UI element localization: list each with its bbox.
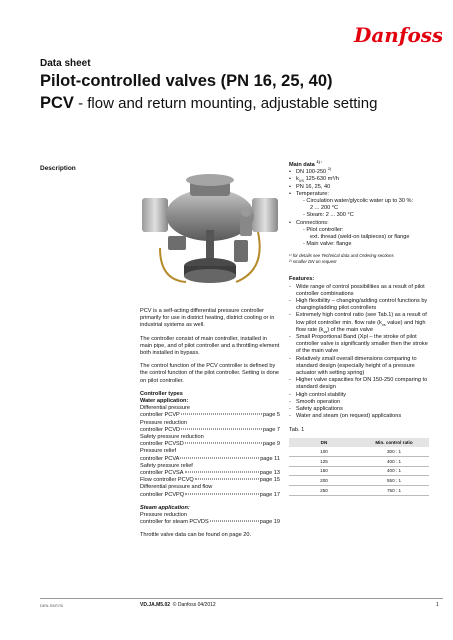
description-column [140,308,280,546]
toc-page-ref: page 13 [259,470,280,477]
toc-entry [140,427,280,434]
toc-page-ref: page 7 [262,426,280,433]
main-data-item: • Connections: - Pilot controller: ext. thread (weld-on tailpieces) or flange - Main valve: flange [289,220,429,249]
table-row [289,466,429,476]
steam-toc-list [140,512,280,526]
toc-label: Pressure reduction [140,512,187,519]
feature-item: - High control stability [289,392,429,399]
feature-item: - Wide range of control possibilities as a result of pilot controller combinations [289,284,429,298]
table-caption: Tab. 1 [289,426,305,433]
subtitle-text: - flow and return mounting, adjustable setting [73,95,378,112]
description-paragraph: The controller consist of main controller, installed in main pipe, and of pilot controller and a throttling element both installed in bypass. [140,335,280,357]
feature-item: - Water and steam (on request) applications [289,413,429,420]
toc-label: Pressure reduction [140,419,187,426]
footnote: ²⁾ smaller DN on request [289,258,337,264]
toc-entry [140,456,280,463]
feature-item: - Safety applications [289,406,429,413]
danfoss-logo [350,20,442,50]
toc-entry [140,492,280,499]
main-data-item: • Temperature: - Circulation water/glycolic water up to 30 %: 2 ... 200 °C - Steam: 2 ... 300 °C [289,191,429,220]
table-cell: 400 : 1 [359,466,429,476]
table-row [289,476,429,486]
table-cell: 125 [289,456,359,466]
controller-toc-list [140,405,280,499]
water-application-heading: Water application: [140,398,189,405]
toc-leader [185,443,262,444]
table-cell: 250 [289,486,359,496]
features-heading: Features: [289,276,315,283]
doc-type: Data sheet [40,58,91,69]
doc-number: VD.JA.M5.02 [140,602,171,608]
table-cell: 150 [289,466,359,476]
toc-page-ref: page 17 [259,491,280,498]
main-data-item: • $k_{VS}$ 125-630 m³/h [289,176,429,183]
page-number: 1 [436,602,439,608]
toc-entry [140,412,280,419]
footer-rule [40,598,443,599]
table-cell: 100 [289,447,359,456]
table-row [289,456,429,466]
table-header-row [289,438,429,447]
table-header-cell: DN [289,438,359,447]
feature-item: - Relatively small overall dimensions comparing to standard design (especially height of a pressure actuator with setting spring) [289,356,429,378]
toc-page-ref: page 19 [259,519,280,526]
toc-entry-label: controller PCVSA [140,470,184,477]
toc-leader [181,428,262,429]
toc-leader [210,521,259,522]
toc-leader [185,493,259,494]
logo-wordmark: Danfoss [354,23,442,47]
toc-page-ref: page 15 [259,477,280,484]
toc-entry-label: controller PCVSD [140,441,184,448]
toc-label: Pressure relief [140,448,177,455]
control-ratio-table [289,438,429,496]
toc-page-ref: page 9 [262,441,280,448]
section-label-description: Description [40,165,76,172]
footer-doc-info [140,602,216,608]
toc-page-ref: page 5 [262,412,280,419]
toc-label: Differential pressure and flow [140,484,213,491]
steam-application-heading: Steam application: [140,504,190,511]
features-list [289,284,429,421]
toc-entry-label: controller PCVP [140,412,180,419]
toc-leader [185,472,259,473]
page-title: Pilot-controlled valves (PN 16, 25, 40) [40,72,333,90]
table-cell: 400 : 1 [359,456,429,466]
toc-label: Safety pressure relief [140,462,193,469]
toc-leader [181,414,262,415]
product-code: PCV [40,94,74,112]
feature-item: - High flexibility – changing/adding control functions by changing/adding pilot controllers [289,298,429,312]
table-row [289,447,429,456]
toc-entry-label: controller PCVD [140,426,181,433]
description-paragraph: The control function of the PCV controller is defined by the control function of the pilot controller. Setting is done on pilot controller. [140,363,279,384]
toc-entry-label: controller PCVA [140,455,180,462]
toc-entry [140,519,280,526]
toc-label: Safety pressure reduction [140,434,204,441]
main-data-item: • PN 16, 25, 40 [289,184,429,191]
toc-leader [180,457,259,458]
table-cell: 200 [289,476,359,486]
toc-entry [140,477,280,484]
main-data-item: • DN 100-250 $^{2)}$ [289,169,429,176]
feature-item: - Small Proportional Band (Xpl – the stroke of pilot controller valve is significantly smaller then the stroke of the main valve [289,334,429,356]
toc-leader [195,479,259,480]
footer-code: DEN-SMT/SI [40,603,64,608]
table-cell: 550 : 1 [359,476,429,486]
feature-item: - Extremely high control ratio (see Tab.1) as a result of low pilot controller min. flow rate ($k_{vs}$ value) and high flow rate $(k_{vs})$ of the main valve [289,312,429,334]
main-data-heading: Main data $^{1) :}$ [289,159,323,168]
main-data-column [289,159,429,496]
toc-entry-label: controller PCVPQ [140,491,185,498]
toc-entry-label: controller for steam PCVDS [140,519,209,526]
throttle-note: Throttle valve data can be found on page 20. [140,532,252,539]
feature-item: - Higher valve capacities for DN 150-250 comparing to standard design [289,377,429,391]
footnote: ¹⁾ for details see Technical data and Ordering sections [289,253,394,259]
feature-item: - Smooth operation [289,399,429,406]
description-paragraph: PCV is a self-acting differential pressure controller primarily for use in district heating, district cooling or in industrial systems as well. [140,308,275,329]
copyright: © Danfoss 04/2012 [172,602,216,608]
toc-entry [140,441,280,448]
toc-page-ref: page 11 [260,455,280,462]
main-data-list [289,166,429,248]
table-cell: 300 : 1 [359,447,429,456]
toc-entry [140,470,280,477]
table-row [289,486,429,496]
table-cell: 750 : 1 [359,486,429,496]
valve-illustration [140,170,280,305]
controller-types-heading: Controller types [140,390,183,397]
table-header-cell: Min. control ratio [359,438,429,447]
toc-entry-label: Flow controller PCVQ [140,477,194,484]
page-subtitle [40,94,377,113]
toc-label: Differential pressure [140,405,190,412]
